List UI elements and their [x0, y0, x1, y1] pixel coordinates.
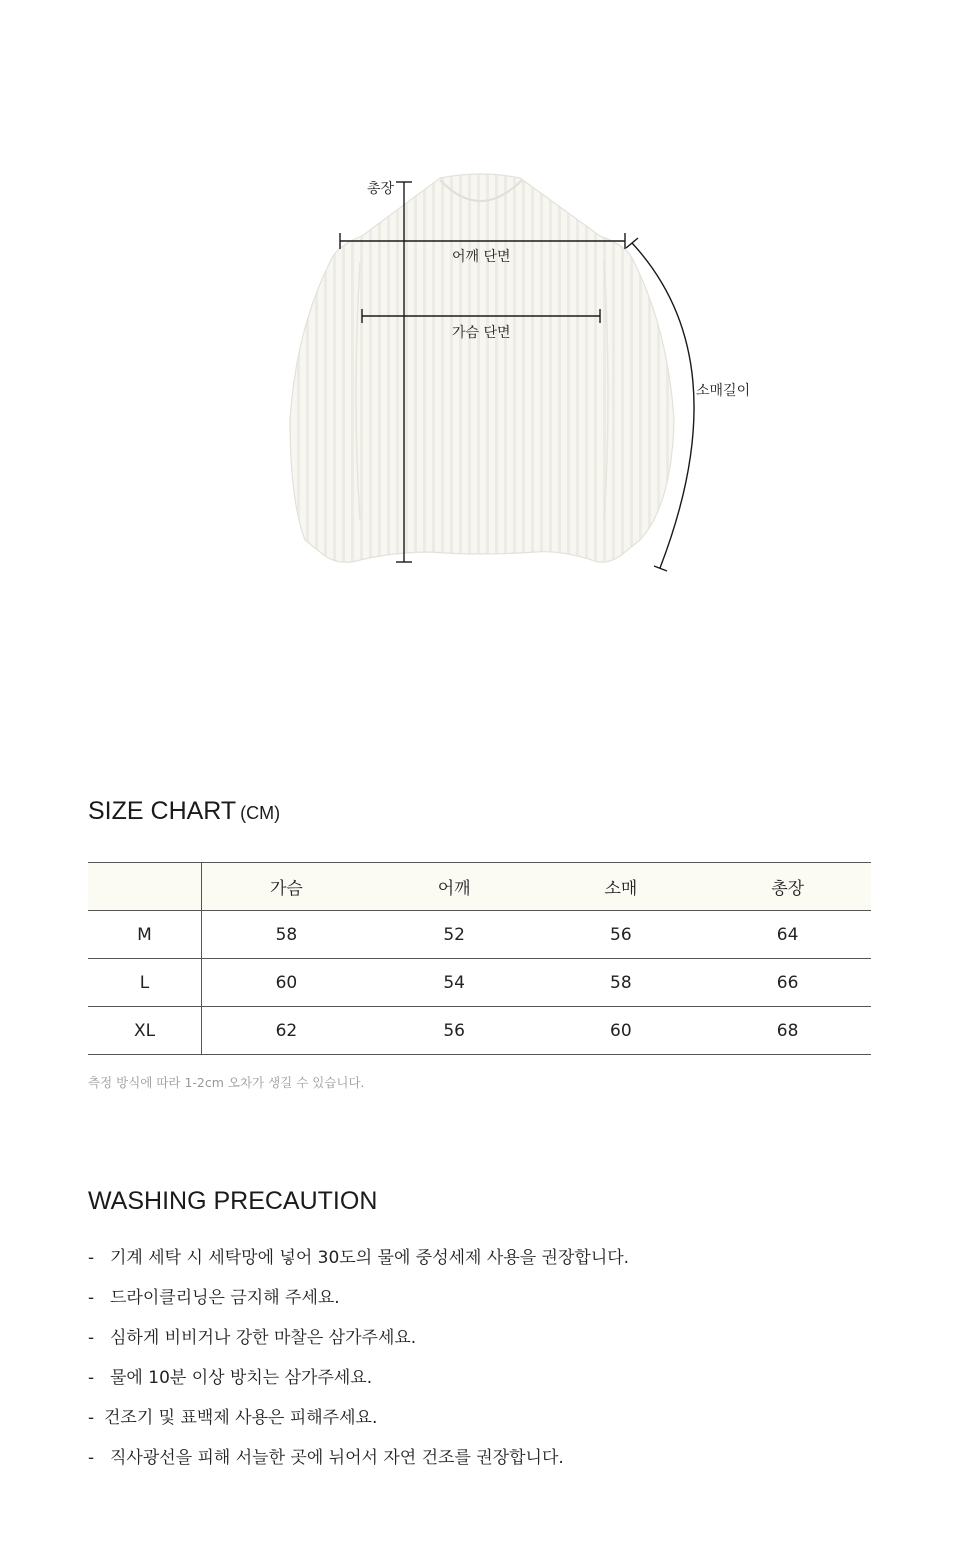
table-header-row [88, 863, 871, 911]
list-item [88, 1242, 629, 1282]
value-cell: 54 [371, 959, 538, 1007]
size-cell: M [88, 911, 202, 959]
list-dash: - [88, 1408, 95, 1428]
list-item [88, 1402, 629, 1442]
table-header-length: 총장 [704, 863, 871, 911]
size-table [88, 862, 871, 1055]
measurement-note: 측정 방식에 따라 1-2cm 오차가 생길 수 있습니다. [88, 1075, 365, 1090]
value-cell: 64 [704, 911, 871, 959]
table-header-shoulder: 어깨 [371, 863, 538, 911]
list-item [88, 1442, 629, 1482]
sleeve-label: 소매길이 [696, 383, 751, 399]
value-cell: 60 [538, 1007, 705, 1055]
size-chart-unit: (CM) [240, 803, 281, 823]
shoulder-label: 어깨 단면 [452, 249, 511, 265]
size-diagram [0, 0, 960, 640]
value-cell: 52 [371, 911, 538, 959]
size-chart-title-text: SIZE CHART [88, 797, 237, 825]
value-cell: 60 [202, 959, 371, 1007]
chest-label: 가슴 단면 [452, 325, 511, 341]
list-item-text: 직사광선을 피해 서늘한 곳에 뉘어서 자연 건조를 권장합니다. [110, 1448, 564, 1468]
value-cell: 68 [704, 1007, 871, 1055]
list-item [88, 1322, 629, 1362]
value-cell: 62 [202, 1007, 371, 1055]
list-item [88, 1282, 629, 1322]
list-item-text: 심하게 비비거나 강한 마찰은 삼가주세요. [110, 1328, 417, 1348]
list-dash: - [88, 1288, 95, 1308]
value-cell: 56 [538, 911, 705, 959]
size-cell: L [88, 959, 202, 1007]
list-item-text: 드라이클리닝은 금지해 주세요. [110, 1288, 340, 1308]
washing-list [88, 1242, 629, 1482]
list-item [88, 1362, 629, 1402]
size-chart-title [88, 797, 280, 826]
list-dash: - [88, 1248, 95, 1268]
table-header-blank [88, 863, 202, 911]
list-dash: - [88, 1328, 95, 1348]
sweater-body [290, 174, 674, 562]
list-item-text: 기계 세탁 시 세탁망에 넣어 30도의 물에 중성세제 사용을 권장합니다. [110, 1248, 630, 1268]
sweater-illustration [0, 0, 960, 640]
washing-title: WASHING PRECAUTION [88, 1187, 378, 1215]
value-cell: 58 [202, 911, 371, 959]
table-header-sleeve: 소매 [538, 863, 705, 911]
list-dash: - [88, 1448, 95, 1468]
table-header-chest: 가슴 [202, 863, 371, 911]
value-cell: 66 [704, 959, 871, 1007]
value-cell: 56 [371, 1007, 538, 1055]
table-row [88, 1007, 871, 1055]
table-row [88, 911, 871, 959]
table-row [88, 959, 871, 1007]
list-item-text: 물에 10분 이상 방치는 삼가주세요. [110, 1368, 373, 1388]
list-dash: - [88, 1368, 95, 1388]
value-cell: 58 [538, 959, 705, 1007]
size-cell: XL [88, 1007, 202, 1055]
length-label: 총장 [367, 181, 395, 197]
list-item-text: 건조기 및 표백제 사용은 피해주세요. [104, 1408, 378, 1428]
